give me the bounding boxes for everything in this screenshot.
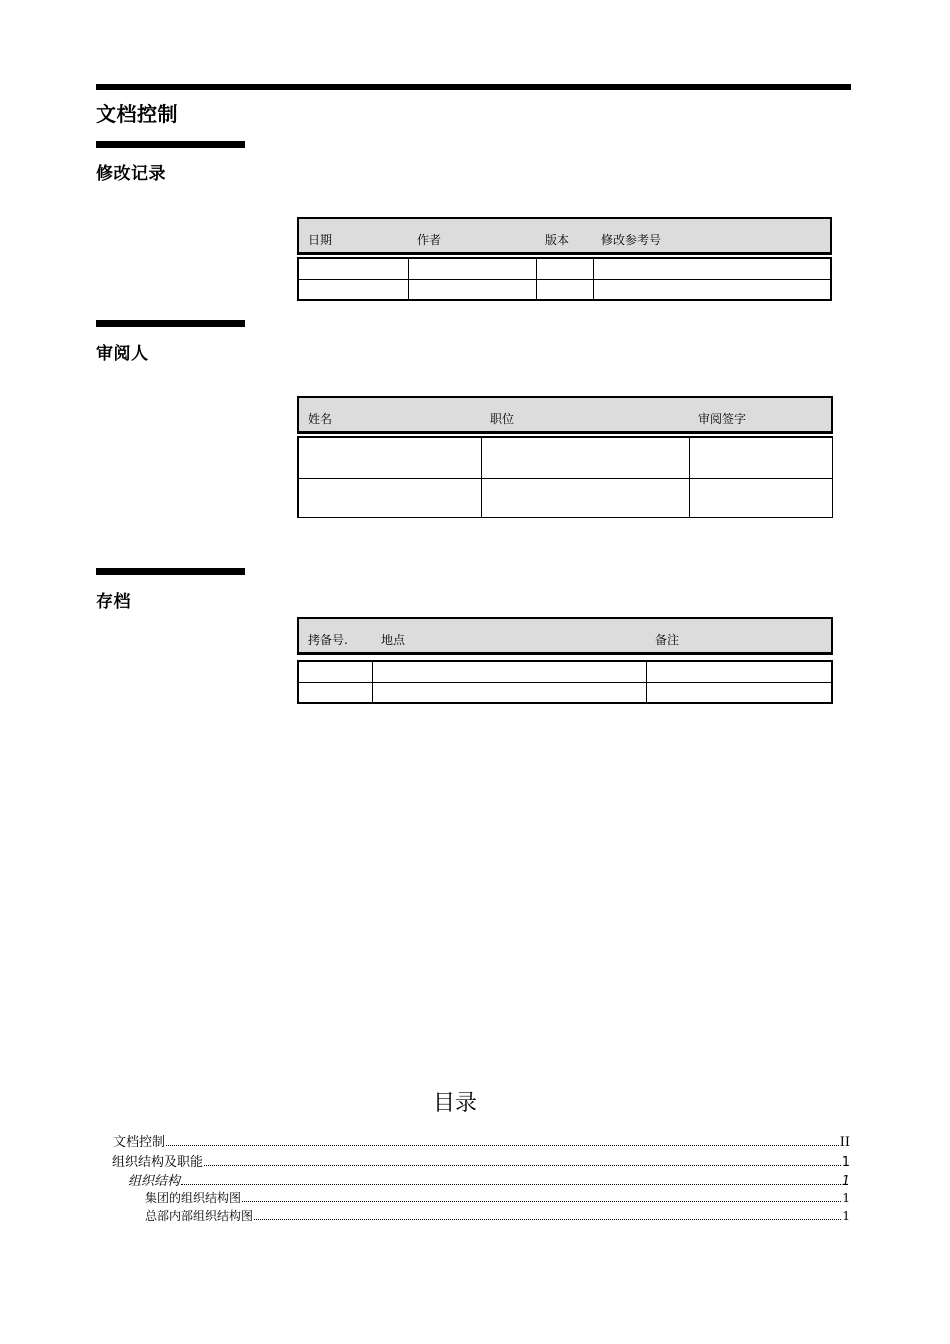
table-row — [299, 662, 831, 682]
table-cell[interactable] — [299, 662, 372, 682]
section-rule-revision — [96, 141, 245, 148]
table-cell[interactable] — [372, 683, 646, 702]
revision-table-header — [297, 217, 832, 255]
table-row — [299, 279, 830, 299]
table-cell[interactable] — [593, 280, 830, 299]
toc-entry-page: 1 — [842, 1209, 850, 1223]
table-cell[interactable] — [536, 259, 593, 279]
section-rule-archive — [96, 568, 245, 575]
section-title-revision: 修改记录 — [96, 164, 166, 184]
section-title-doc-control: 文档控制 — [96, 102, 178, 126]
toc-entry-page: 1 — [842, 1191, 850, 1205]
revision-header-version: 版本 — [545, 233, 570, 247]
reviewer-header-signature: 审阅签字 — [698, 412, 747, 426]
reviewer-table-body — [297, 436, 833, 518]
table-row — [299, 438, 832, 478]
toc-entry-page: 1 — [841, 1155, 850, 1170]
section-title-archive: 存档 — [96, 592, 131, 612]
table-cell[interactable] — [481, 438, 689, 478]
revision-table — [297, 217, 832, 301]
section-rule-reviewers — [96, 320, 245, 327]
toc-entry-text: 总部内部组织结构图 — [145, 1209, 254, 1223]
toc-leader — [254, 1219, 841, 1220]
section-title-reviewers: 审阅人 — [96, 344, 149, 364]
toc-leader — [166, 1145, 839, 1146]
reviewer-table — [297, 396, 833, 518]
table-cell[interactable] — [372, 662, 646, 682]
toc-entry-page: II — [839, 1135, 850, 1150]
table-cell[interactable] — [299, 438, 481, 478]
table-cell[interactable] — [299, 259, 408, 279]
toc-leader — [242, 1201, 841, 1202]
table-row — [299, 682, 831, 702]
reviewer-table-header — [297, 396, 833, 434]
toc-entry[interactable] — [145, 1207, 850, 1224]
toc-entry-text: 组织结构 — [128, 1174, 181, 1189]
table-cell[interactable] — [689, 479, 832, 518]
table-cell[interactable] — [646, 662, 831, 682]
archive-table-header — [297, 617, 833, 655]
toc-entry[interactable] — [112, 1151, 850, 1170]
toc-title: 目录 — [433, 1091, 478, 1116]
toc-entry[interactable] — [113, 1131, 850, 1150]
top-rule — [96, 84, 851, 90]
revision-header-ref: 修改参考号 — [601, 233, 662, 247]
table-cell[interactable] — [646, 683, 831, 702]
archive-table — [297, 617, 833, 704]
table-cell[interactable] — [536, 280, 593, 299]
toc-entry[interactable] — [145, 1189, 850, 1206]
reviewer-header-name: 姓名 — [308, 412, 333, 426]
archive-table-body — [297, 660, 833, 704]
archive-header-location: 地点 — [381, 633, 406, 647]
toc-entry-text: 集团的组织结构图 — [145, 1191, 242, 1205]
table-cell[interactable] — [408, 280, 536, 299]
revision-header-author: 作者 — [417, 233, 442, 247]
table-cell[interactable] — [481, 479, 689, 518]
toc-entry[interactable] — [128, 1170, 850, 1189]
revision-table-body — [297, 257, 832, 301]
revision-header-date: 日期 — [308, 233, 333, 247]
toc-leader — [181, 1184, 841, 1185]
table-row — [299, 478, 832, 518]
table-cell[interactable] — [299, 683, 372, 702]
table-cell[interactable] — [408, 259, 536, 279]
toc-entry-text: 文档控制 — [113, 1135, 166, 1150]
table-cell[interactable] — [593, 259, 830, 279]
archive-header-copy-no: 拷备号. — [308, 633, 348, 647]
reviewer-header-title: 职位 — [490, 412, 515, 426]
table-cell[interactable] — [299, 280, 408, 299]
toc-entry-text: 组织结构及职能 — [112, 1155, 204, 1170]
toc-leader — [204, 1165, 841, 1166]
table-cell[interactable] — [689, 438, 832, 478]
table-cell[interactable] — [299, 479, 481, 518]
toc-entry-page: 1 — [841, 1174, 850, 1189]
table-row — [299, 259, 830, 279]
archive-header-remarks: 备注 — [655, 633, 680, 647]
